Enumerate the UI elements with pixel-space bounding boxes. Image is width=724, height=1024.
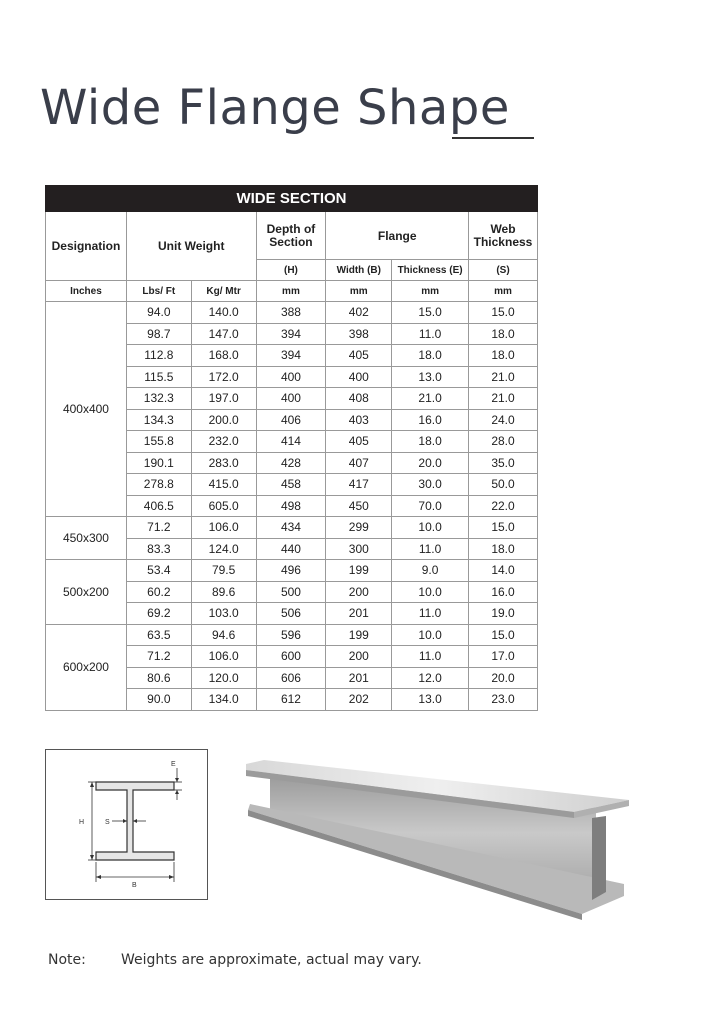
- unit-lbs: Lbs/ Ft: [126, 281, 191, 302]
- subheader-width: Width (B): [326, 260, 392, 281]
- thickness-cell: 21.0: [392, 388, 469, 410]
- lbs-cell: 278.8: [126, 474, 191, 496]
- depth-cell: 440: [256, 538, 326, 560]
- kg-cell: 124.0: [191, 538, 256, 560]
- wide-section-table: [45, 185, 538, 711]
- web-cell: 16.0: [469, 581, 538, 603]
- unit-web: mm: [469, 281, 538, 302]
- lbs-cell: 112.8: [126, 345, 191, 367]
- web-cell: 21.0: [469, 388, 538, 410]
- table-banner: WIDE SECTION: [46, 186, 538, 212]
- thickness-cell: 18.0: [392, 345, 469, 367]
- header-depth-label: Depth of Section: [266, 221, 316, 249]
- lbs-cell: 60.2: [126, 581, 191, 603]
- kg-cell: 197.0: [191, 388, 256, 410]
- header-designation: Designation: [46, 212, 127, 281]
- web-cell: 23.0: [469, 689, 538, 711]
- thickness-cell: 20.0: [392, 452, 469, 474]
- unit-depth: mm: [256, 281, 326, 302]
- page-title: Wide Flange Shape: [40, 80, 510, 136]
- width-cell: 407: [326, 452, 392, 474]
- thickness-cell: 11.0: [392, 646, 469, 668]
- kg-cell: 232.0: [191, 431, 256, 453]
- thickness-cell: 15.0: [392, 302, 469, 324]
- web-cell: 18.0: [469, 345, 538, 367]
- header-web-label: Web Thickness: [473, 221, 533, 249]
- web-cell: 14.0: [469, 560, 538, 582]
- label-b: B: [132, 882, 137, 889]
- thickness-cell: 9.0: [392, 560, 469, 582]
- steel-beam-illustration: [244, 760, 634, 920]
- table-row: [46, 560, 538, 582]
- web-cell: 28.0: [469, 431, 538, 453]
- depth-cell: 400: [256, 388, 326, 410]
- web-cell: 18.0: [469, 323, 538, 345]
- width-cell: 400: [326, 366, 392, 388]
- web-cell: 17.0: [469, 646, 538, 668]
- depth-cell: 394: [256, 345, 326, 367]
- lbs-cell: 71.2: [126, 517, 191, 539]
- web-cell: 20.0: [469, 667, 538, 689]
- depth-cell: 406: [256, 409, 326, 431]
- designation-cell: 400x400: [46, 302, 127, 517]
- thickness-cell: 10.0: [392, 581, 469, 603]
- kg-cell: 415.0: [191, 474, 256, 496]
- lbs-cell: 406.5: [126, 495, 191, 517]
- depth-cell: 606: [256, 667, 326, 689]
- kg-cell: 605.0: [191, 495, 256, 517]
- lbs-cell: 53.4: [126, 560, 191, 582]
- lbs-cell: 155.8: [126, 431, 191, 453]
- lbs-cell: 71.2: [126, 646, 191, 668]
- depth-cell: 496: [256, 560, 326, 582]
- lbs-cell: 132.3: [126, 388, 191, 410]
- lbs-cell: 90.0: [126, 689, 191, 711]
- thickness-cell: 16.0: [392, 409, 469, 431]
- thickness-cell: 11.0: [392, 538, 469, 560]
- width-cell: 405: [326, 345, 392, 367]
- width-cell: 403: [326, 409, 392, 431]
- lbs-cell: 134.3: [126, 409, 191, 431]
- thickness-cell: 10.0: [392, 624, 469, 646]
- web-cell: 35.0: [469, 452, 538, 474]
- width-cell: 408: [326, 388, 392, 410]
- web-cell: 22.0: [469, 495, 538, 517]
- kg-cell: 79.5: [191, 560, 256, 582]
- depth-cell: 500: [256, 581, 326, 603]
- table-row: [46, 624, 538, 646]
- thickness-cell: 13.0: [392, 689, 469, 711]
- header-flange: Flange: [326, 212, 469, 260]
- thickness-cell: 11.0: [392, 323, 469, 345]
- thickness-cell: 30.0: [392, 474, 469, 496]
- header-unit-weight: Unit Weight: [126, 212, 256, 281]
- subheader-s: (S): [469, 260, 538, 281]
- web-cell: 15.0: [469, 624, 538, 646]
- depth-cell: 458: [256, 474, 326, 496]
- web-cell: 19.0: [469, 603, 538, 625]
- depth-cell: 414: [256, 431, 326, 453]
- web-cell: 15.0: [469, 517, 538, 539]
- note-label: Note:: [48, 952, 86, 968]
- web-cell: 50.0: [469, 474, 538, 496]
- thickness-cell: 13.0: [392, 366, 469, 388]
- width-cell: 200: [326, 581, 392, 603]
- kg-cell: 140.0: [191, 302, 256, 324]
- header-depth: [256, 212, 326, 260]
- width-cell: 417: [326, 474, 392, 496]
- width-cell: 201: [326, 667, 392, 689]
- kg-cell: 120.0: [191, 667, 256, 689]
- web-cell: 15.0: [469, 302, 538, 324]
- lbs-cell: 94.0: [126, 302, 191, 324]
- kg-cell: 103.0: [191, 603, 256, 625]
- lbs-cell: 190.1: [126, 452, 191, 474]
- depth-cell: 612: [256, 689, 326, 711]
- depth-cell: 506: [256, 603, 326, 625]
- width-cell: 402: [326, 302, 392, 324]
- width-cell: 199: [326, 560, 392, 582]
- depth-cell: 394: [256, 323, 326, 345]
- depth-cell: 596: [256, 624, 326, 646]
- kg-cell: 283.0: [191, 452, 256, 474]
- label-h: H: [79, 819, 85, 826]
- width-cell: 299: [326, 517, 392, 539]
- i-beam-profile-drawing: [46, 750, 207, 899]
- label-e: E: [171, 761, 176, 768]
- depth-cell: 600: [256, 646, 326, 668]
- lbs-cell: 63.5: [126, 624, 191, 646]
- header-web: [469, 212, 538, 260]
- kg-cell: 172.0: [191, 366, 256, 388]
- thickness-cell: 70.0: [392, 495, 469, 517]
- subheader-h: (H): [256, 260, 326, 281]
- kg-cell: 134.0: [191, 689, 256, 711]
- unit-designation: Inches: [46, 281, 127, 302]
- table-row: [46, 517, 538, 539]
- thickness-cell: 18.0: [392, 431, 469, 453]
- subheader-thickness: Thickness (E): [392, 260, 469, 281]
- depth-cell: 434: [256, 517, 326, 539]
- note-text: Weights are approximate, actual may vary.: [121, 952, 422, 968]
- web-cell: 24.0: [469, 409, 538, 431]
- web-cell: 21.0: [469, 366, 538, 388]
- width-cell: 450: [326, 495, 392, 517]
- web-cell: 18.0: [469, 538, 538, 560]
- kg-cell: 89.6: [191, 581, 256, 603]
- depth-cell: 388: [256, 302, 326, 324]
- depth-cell: 428: [256, 452, 326, 474]
- table-row: [46, 302, 538, 324]
- unit-kg: Kg/ Mtr: [191, 281, 256, 302]
- designation-cell: 600x200: [46, 624, 127, 710]
- thickness-cell: 12.0: [392, 667, 469, 689]
- width-cell: 398: [326, 323, 392, 345]
- kg-cell: 200.0: [191, 409, 256, 431]
- lbs-cell: 69.2: [126, 603, 191, 625]
- unit-width: mm: [326, 281, 392, 302]
- thickness-cell: 10.0: [392, 517, 469, 539]
- kg-cell: 94.6: [191, 624, 256, 646]
- lbs-cell: 98.7: [126, 323, 191, 345]
- width-cell: 405: [326, 431, 392, 453]
- width-cell: 200: [326, 646, 392, 668]
- kg-cell: 147.0: [191, 323, 256, 345]
- thickness-cell: 11.0: [392, 603, 469, 625]
- table-body: [46, 302, 538, 711]
- label-s: S: [105, 819, 110, 826]
- depth-cell: 498: [256, 495, 326, 517]
- unit-thickness: mm: [392, 281, 469, 302]
- kg-cell: 168.0: [191, 345, 256, 367]
- cross-section-diagram: [45, 749, 208, 900]
- width-cell: 300: [326, 538, 392, 560]
- width-cell: 201: [326, 603, 392, 625]
- lbs-cell: 83.3: [126, 538, 191, 560]
- kg-cell: 106.0: [191, 517, 256, 539]
- designation-cell: 450x300: [46, 517, 127, 560]
- lbs-cell: 115.5: [126, 366, 191, 388]
- width-cell: 199: [326, 624, 392, 646]
- width-cell: 202: [326, 689, 392, 711]
- designation-cell: 500x200: [46, 560, 127, 625]
- depth-cell: 400: [256, 366, 326, 388]
- title-underline: [452, 137, 534, 139]
- lbs-cell: 80.6: [126, 667, 191, 689]
- kg-cell: 106.0: [191, 646, 256, 668]
